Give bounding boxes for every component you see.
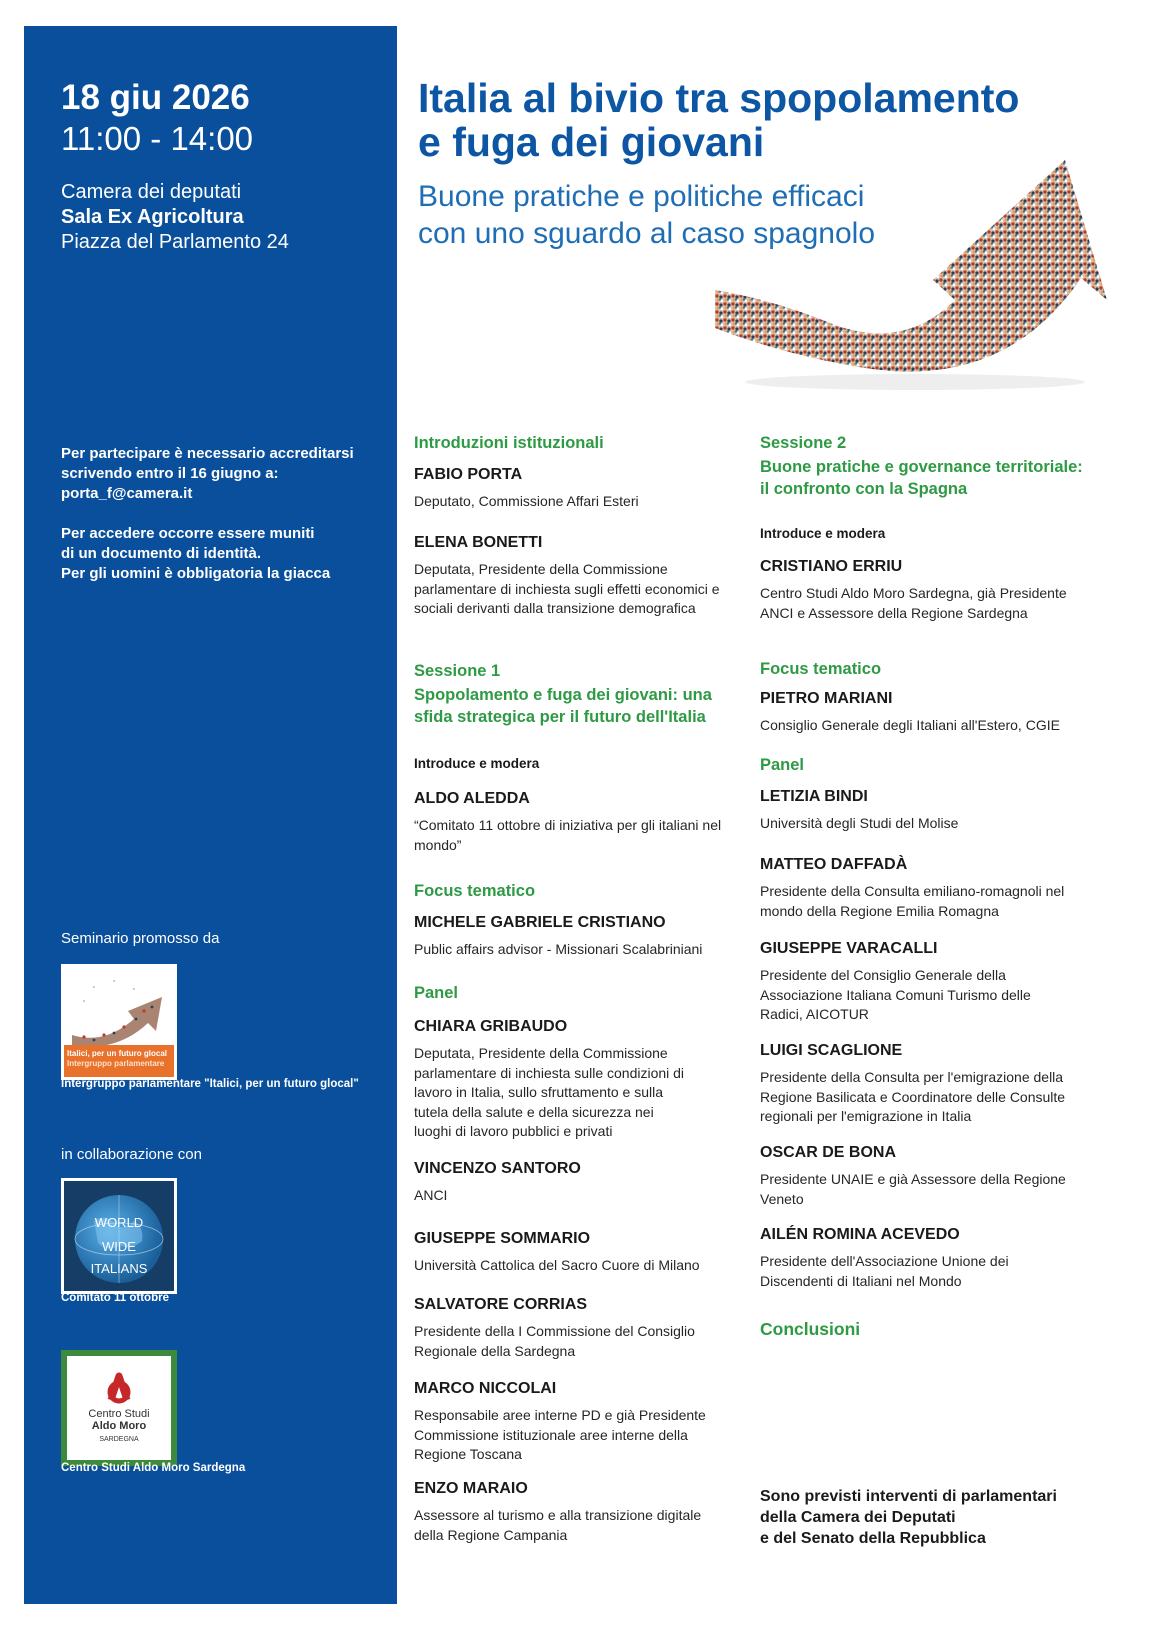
italici-logo <box>61 964 177 1080</box>
logo2-line: WORLD <box>94 1215 144 1230</box>
closing-note <box>760 1486 1090 1549</box>
accreditation-notes <box>61 444 381 604</box>
speaker-name: AILÉN ROMINA ACEVEDO <box>760 1226 960 1243</box>
speaker-role: Presidente dell'Associazione Unione dei Discendenti di Italiani nel Mondo <box>760 1253 1009 1289</box>
subtitle-line: Buone pratiche e politiche efficaci <box>418 180 865 213</box>
section-heading: Introduzioni istituzionali <box>414 434 604 452</box>
speaker-role: Presidente UNAIE e già Assessore della Regione Veneto <box>760 1171 1066 1207</box>
note-line: Per gli uomini è obbligatoria la giacca <box>61 565 331 582</box>
section-heading: Sessione 1 <box>414 662 501 680</box>
speaker-name: SALVATORE CORRIAS <box>414 1296 588 1313</box>
contact-email[interactable]: porta_f@camera.it <box>61 485 193 502</box>
speaker-name: MARCO NICCOLAI <box>414 1380 557 1397</box>
event-time: 11:00 - 14:00 <box>61 120 254 157</box>
speaker-role: Deputato, Commissione Affari Esteri <box>414 493 639 509</box>
speaker-name: PIETRO MARIANI <box>760 690 893 707</box>
section-heading: Conclusioni <box>760 1319 861 1339</box>
speaker-role: ANCI <box>414 1187 448 1203</box>
note-line: Per accedere occorre essere muniti <box>61 525 315 542</box>
aldo-moro-caption: Centro Studi Aldo Moro Sardegna <box>61 1462 246 1474</box>
speaker-name: ENZO MARAIO <box>414 1480 528 1497</box>
note-line: Per partecipare è necessario accreditarsi <box>61 445 354 462</box>
speaker-name: MATTEO DAFFADÀ <box>760 856 908 873</box>
speaker-role: Consiglio Generale degli Italiani all'Estero, CGIE <box>760 717 1060 733</box>
closing-note-line: e del Senato della Repubblica <box>760 1530 986 1547</box>
crowd-arrow-icon <box>64 967 177 1051</box>
event-venue <box>61 180 289 255</box>
speaker-name: ALDO ALEDDA <box>414 790 530 807</box>
italici-logo-subtext: Intergruppo parlamentare <box>67 1059 165 1068</box>
speaker-role: Deputata, Presidente della Commissione parlamentare di inchiesta sugli effetti economici e sociali derivanti dalla transizione demografica <box>414 561 720 616</box>
logo3-line: SARDEGNA <box>99 1436 139 1443</box>
moderator-label: Introduce e modera <box>760 526 886 541</box>
speaker-role: Deputata, Presidente della Commissione parlamentare di inchiesta sulle condizioni di lavoro in Italia, sullo sfruttamento e sulla tutela della salute e della sicurezza nei luoghi di lavoro pubblici e privati <box>414 1045 685 1139</box>
section-heading: Panel <box>414 984 459 1002</box>
speaker-name: FABIO PORTA <box>414 466 523 483</box>
logo2-line: ITALIANS <box>90 1261 148 1276</box>
italici-caption: Intergruppo parlamentare "Italici, per un futuro glocal" <box>61 1078 359 1090</box>
section-heading: Panel <box>760 756 805 774</box>
logo2-line: WIDE <box>102 1239 136 1254</box>
title-line: e fuga dei giovani <box>418 119 765 165</box>
italici-logo-band <box>64 1045 174 1077</box>
title-line: Italia al bivio tra spopolamento <box>418 75 1020 121</box>
italici-logo-text: Italici, per un futuro glocal <box>67 1049 168 1058</box>
logo3-line: Aldo Moro <box>91 1420 147 1432</box>
closing-note-line: Sono previsti interventi di parlamentari <box>760 1488 1057 1505</box>
section-subtitle: Buone pratiche e governance territoriale: il confronto con la Spagna <box>760 458 1083 498</box>
speaker-role: Università degli Studi del Molise <box>760 815 959 831</box>
speaker-name: CRISTIANO ERRIU <box>760 558 903 575</box>
world-wide-italians-logo <box>61 1178 177 1294</box>
speaker-name: MICHELE GABRIELE CRISTIANO <box>414 914 666 931</box>
speaker-name: ELENA BONETTI <box>414 534 543 551</box>
speaker-name: GIUSEPPE VARACALLI <box>760 940 938 957</box>
moderator-label: Introduce e modera <box>414 756 540 771</box>
speaker-name: CHIARA GRIBAUDO <box>414 1018 568 1035</box>
aldo-moro-logo <box>61 1350 177 1466</box>
closing-note-line: della Camera dei Deputati <box>760 1509 956 1526</box>
speaker-role: Centro Studi Aldo Moro Sardegna, già Presidente ANCI e Assessore della Regione Sardegna <box>760 585 1067 621</box>
speaker-role: Presidente della Consulta per l'emigrazione della Regione Basilicata e Coordinatore delle Consulte regionali per l'emigrazione in Italia <box>760 1069 1066 1124</box>
speaker-role: Assessore al turismo e alla transizione digitale della Regione Campania <box>414 1507 702 1543</box>
speaker-role: Public affairs advisor - Missionari Scalabriniani <box>414 941 703 957</box>
section-heading: Sessione 2 <box>760 434 847 452</box>
speaker-name: LETIZIA BINDI <box>760 788 868 805</box>
section-subtitle: Spopolamento e fuga dei giovani: una sfida strategica per il futuro dell'Italia <box>414 686 712 726</box>
section-heading: Focus tematico <box>760 660 882 678</box>
speaker-name: OSCAR DE BONA <box>760 1144 897 1161</box>
speaker-name: VINCENZO SANTORO <box>414 1160 581 1177</box>
note-line: di un documento di identità. <box>61 545 261 562</box>
subtitle-line: con uno sguardo al caso spagnolo <box>418 217 876 250</box>
crowd-arrow-illustration <box>715 150 1115 395</box>
promoted-by-label: Seminario promosso da <box>61 930 220 947</box>
speaker-role: Presidente del Consiglio Generale della Associazione Italiana Comuni Turismo delle Radici, AICOTUR <box>760 967 1031 1022</box>
venue-building: Camera dei deputati <box>61 181 242 203</box>
speaker-role: Presidente della I Commissione del Consiglio Regionale della Sardegna <box>414 1323 695 1359</box>
speaker-role: Presidente della Consulta emiliano-romagnoli nel mondo della Regione Emilia Romagna <box>760 883 1065 919</box>
speaker-role: Università Cattolica del Sacro Cuore di Milano <box>414 1257 700 1273</box>
venue-room: Sala Ex Agricoltura <box>61 206 244 228</box>
speaker-role: “Comitato 11 ottobre di iniziativa per gli italiani nel mondo” <box>414 817 722 853</box>
comitato-caption: Comitato 11 ottobre <box>61 1292 169 1304</box>
event-date: 18 giu 2026 <box>61 78 250 117</box>
collaboration-label: in collaborazione con <box>61 1146 202 1163</box>
section-heading: Focus tematico <box>414 882 536 900</box>
speaker-name: LUIGI SCAGLIONE <box>760 1042 903 1059</box>
speaker-role: Responsabile aree interne PD e già Presidente Commissione istituzionale aree interne della Regione Toscana <box>414 1407 706 1462</box>
info-sidebar <box>24 26 397 1604</box>
speaker-name: GIUSEPPE SOMMARIO <box>414 1230 591 1247</box>
venue-address: Piazza del Parlamento 24 <box>61 231 289 253</box>
logo3-line: Centro Studi <box>88 1408 150 1420</box>
note-line: scrivendo entro il 16 giugno a: <box>61 465 279 482</box>
